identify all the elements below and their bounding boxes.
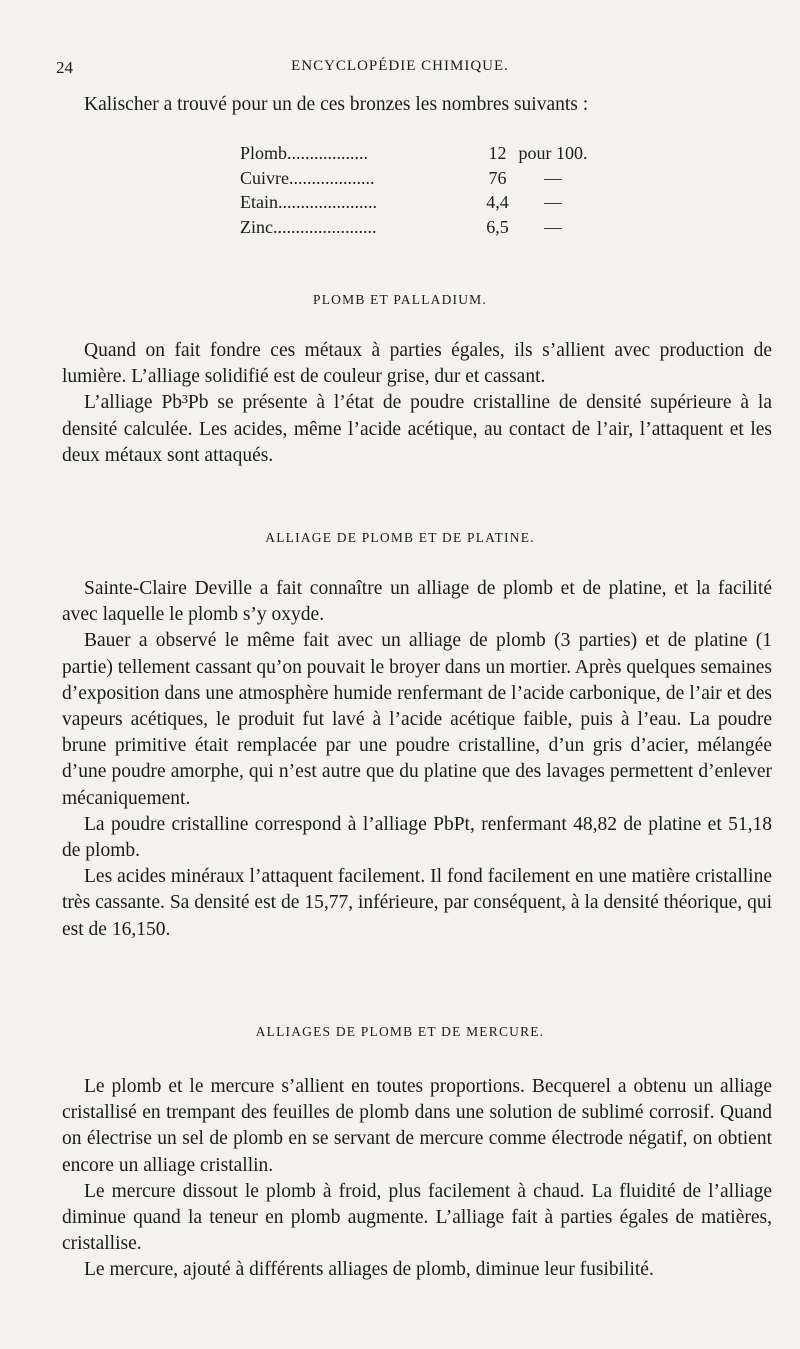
metal-suffix: — bbox=[544, 192, 562, 212]
section-heading-plomb-platine: ALLIAGE DE PLOMB ET DE PLATINE. bbox=[265, 530, 535, 545]
paragraph: Le mercure, ajouté à différents alliages de plomb, diminue leur fusibilité. bbox=[84, 1259, 654, 1281]
metal-value: 76 bbox=[488, 167, 507, 188]
metal-value: 6,5 bbox=[486, 216, 509, 237]
metal-suffix: — bbox=[544, 216, 562, 237]
section-heading-plomb-mercure: ALLIAGES DE PLOMB ET DE MERCURE. bbox=[255, 1024, 545, 1039]
metal-name: Cuivre................... bbox=[240, 167, 375, 188]
paragraph: La poudre cristalline correspond à l’alliage PbPt, renfermant 48,82 de platine et 51,18 de plomb. bbox=[62, 813, 772, 862]
paragraph: Bauer a observé le même fait avec un alliage de plomb (3 parties) et de platine (1 partie) tellement cassant qu’on pouvait le broyer dans un mortier. Après quelques semaines d’exposition dans une atmosphère humide renfermant de l’acide carbonique, de l’air et des vapeurs acétiques, le produit fut lavé à l’acide acétique faible, puis à l’eau. La poudre brune primitive était remplacée par une poudre cristalline, d’un gris d’acier, mélangée d’une poudre amorphe, qui n’est autre que du platine que des lavages permettent d’enlever mécaniquement. bbox=[62, 630, 772, 809]
section-heading-plomb-palladium: PLOMB ET PALLADIUM. bbox=[313, 292, 487, 307]
metal-name: Plomb.................. bbox=[240, 143, 369, 163]
paragraph: L’alliage Pb³Pb se présente à l’état de poudre cristalline de densité supérieure à la densité calculée. Les acides, même l’acide acétique, au contact de l’air, l’attaquent et les deux métaux sont attaqués. bbox=[62, 392, 772, 466]
page-number: 24 bbox=[56, 58, 73, 77]
metal-name: Zinc....................... bbox=[240, 216, 377, 237]
metal-name: Etain...................... bbox=[240, 192, 377, 212]
paragraph: Le plomb et le mercure s’allient en toutes proportions. Becquerel a obtenu un alliage cristallisé en trempant des feuilles de plomb dans une solution de sublimé corrosif. Quand on électrise un sel de plomb en se servant de mercure comme électrode négatif, on obtient encore un alliage cristallin. bbox=[62, 1076, 772, 1176]
running-title: ENCYCLOPÉDIE CHIMIQUE. bbox=[291, 58, 509, 74]
paragraph: Quand on fait fondre ces métaux à parties égales, ils s’allient avec production de lumière. L’alliage solidifié est de couleur grise, dur et cassant. bbox=[62, 340, 772, 388]
section-body-plomb-palladium bbox=[62, 338, 772, 469]
metal-suffix: — bbox=[544, 167, 562, 188]
paragraph: Les acides minéraux l’attaquent facilement. Il fond facilement en une matière cristalline très cassante. Sa densité est de 15,77, inférieure, par conséquent, à la densité théorique, qui est de 16,150. bbox=[62, 866, 772, 940]
metal-suffix: pour 100. bbox=[518, 143, 588, 163]
intro-paragraph: Kalischer a trouvé pour un de ces bronzes les nombres suivants : bbox=[84, 94, 589, 115]
paragraph: Le mercure dissout le plomb à froid, plus facilement à chaud. La fluidité de l’alliage diminue quand la teneur en plomb augmente. L’alliage fait à parties égales de matières, cristallise. bbox=[62, 1180, 772, 1255]
section-body-plomb-mercure bbox=[62, 1074, 772, 1284]
paragraph: Sainte-Claire Deville a fait connaître un alliage de plomb et de platine, et la facilité avec laquelle le plomb s’y oxyde. bbox=[62, 578, 772, 626]
metal-value: 12 bbox=[488, 143, 507, 163]
page-header bbox=[56, 58, 744, 82]
section-body-plomb-platine bbox=[62, 576, 772, 943]
metal-value: 4,4 bbox=[486, 192, 509, 212]
intro-text bbox=[62, 92, 772, 118]
